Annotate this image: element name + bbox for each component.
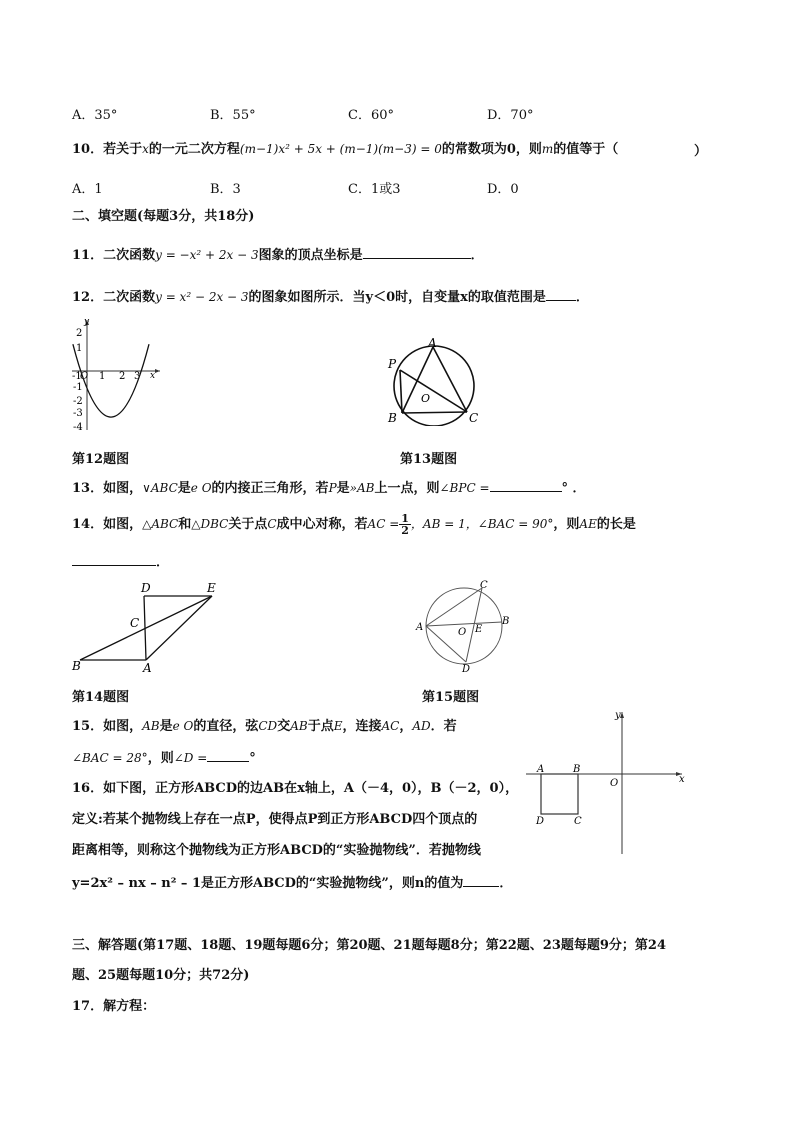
fig12-ytick: -2	[73, 396, 83, 407]
q15-stem-line2: ∠BAC = 28°，则∠D = °	[72, 748, 256, 768]
fig16-label: y	[615, 710, 621, 721]
fig13-label: O	[421, 392, 431, 405]
fig12-xtick: 2	[119, 371, 126, 382]
fig16-label: C	[574, 816, 582, 827]
fig12-ytick: 1	[76, 343, 83, 354]
q10-option-d: D．0	[487, 182, 519, 197]
fig15-label: C	[480, 580, 488, 591]
fig16-label: O	[610, 778, 619, 789]
fig14-label: C	[130, 616, 140, 630]
q16-line4: y=2x² – nx – n² – 1是正方形ABCD的“实验抛物线”，则n的值为 ．	[72, 873, 512, 893]
fig16-figure	[524, 706, 694, 858]
q10-option-b: B．3	[210, 182, 241, 197]
fig16-label: A	[537, 764, 545, 775]
q17-stem: 17．解方程：	[72, 999, 156, 1014]
section2-heading: 二、填空题(每题3分，共18分)	[72, 209, 255, 224]
fig12-y-label: y	[84, 317, 90, 327]
q13-stem: 13．如图，∨ABC是e O的内接正三角形，若P是»AB上一点，则∠BPC = ° ．	[72, 478, 586, 498]
q10-option-a: A．1	[72, 182, 103, 197]
fig15-figure	[412, 578, 522, 676]
fig12-ytick: 2	[76, 328, 83, 339]
fig15-caption: 第15题图	[422, 690, 480, 705]
fig14-caption: 第14题图	[72, 690, 130, 705]
q10-paren-close: ）	[694, 144, 708, 159]
q16-line3: 距离相等，则称这个抛物线为正方形ABCD的“实验抛物线”．若抛物线	[72, 843, 481, 858]
fig13-circle-figure	[382, 334, 492, 426]
fig14-figure	[68, 578, 228, 678]
q9-option-b: B．55°	[210, 108, 256, 123]
fig12-caption: 第12题图	[72, 452, 130, 467]
fig12-graph	[68, 316, 168, 436]
fig12-ytick: -4	[73, 422, 83, 433]
q14-fraction: $\frac{1}{2}$	[401, 512, 409, 537]
q16-line2: 定义:若某个抛物线上存在一点P，使得点P到正方形ABCD四个顶点的	[72, 812, 478, 827]
fig13-label: C	[469, 411, 479, 425]
q15-stem: 15．如图，AB是e O的直径，弦CD交AB于点E，连接AC，AD．若	[72, 719, 457, 734]
fig15-label: A	[416, 622, 424, 633]
fig13-caption: 第13题图	[400, 452, 458, 467]
fig12-xtick: 3	[134, 371, 141, 382]
q9-option-c: C．60°	[348, 108, 394, 123]
fig12-ytick: -3	[73, 408, 83, 419]
fig13-label: B	[388, 411, 397, 425]
q14-answer-line: ．	[72, 552, 169, 572]
q9-option-a: A．35°	[72, 108, 118, 123]
q16-line1: 16．如下图，正方形ABCD的边AB在x轴上，A（－4，0），B（－2，0），	[72, 781, 519, 796]
q12-stem: 12．二次函数y = x² − 2x − 3的图象如图所示．当y＜0时，自变量x的取值范围是 ．	[72, 287, 589, 307]
fig14-label: B	[72, 659, 81, 673]
fig14-label: E	[207, 581, 216, 595]
fig12-origin: O	[80, 371, 89, 382]
fig12-ytick: -1	[73, 382, 83, 393]
fig12-x-label: x	[150, 371, 156, 381]
q11-stem: 11．二次函数y = −x² + 2x − 3图象的顶点坐标是 ．	[72, 245, 484, 265]
fig14-label: D	[141, 581, 151, 595]
fig15-label: B	[502, 616, 510, 627]
fig16-label: D	[536, 816, 545, 827]
fig16-label: x	[679, 774, 685, 785]
fig15-label: E	[475, 624, 483, 635]
fig15-label: O	[458, 627, 467, 638]
section3-heading-cont: 题、25题每题10分；共72分)	[72, 968, 250, 983]
fig16-label: B	[573, 764, 581, 775]
q9-option-d: D．70°	[487, 108, 534, 123]
fig13-label: P	[388, 357, 397, 371]
fig15-label: D	[462, 664, 471, 675]
fig12-xtick: 1	[99, 371, 106, 382]
fig12-parabola	[73, 344, 149, 417]
fig14-label: A	[143, 661, 152, 675]
q10-option-c: C．1或3	[348, 182, 401, 197]
section3-heading: 三、解答题(第17题、18题、19题每题6分；第20题、21题每题8分；第22题、23题每题9分；第24	[72, 938, 667, 953]
fig12-xtick: -1	[72, 371, 82, 382]
fig13-label: A	[428, 336, 437, 350]
q10-stem: 10．若关于x的一元二次方程(m−1)x² + 5x + (m−1)(m−3) = 0的常数项为0，则m的值等于（	[72, 142, 619, 157]
q14-stem: 14．如图，△ABC和△DBC关于点C成中心对称，若AC = $\frac{1}{2}$ ，AB = 1，∠BAC = 90°，则AE的长是	[72, 512, 636, 537]
